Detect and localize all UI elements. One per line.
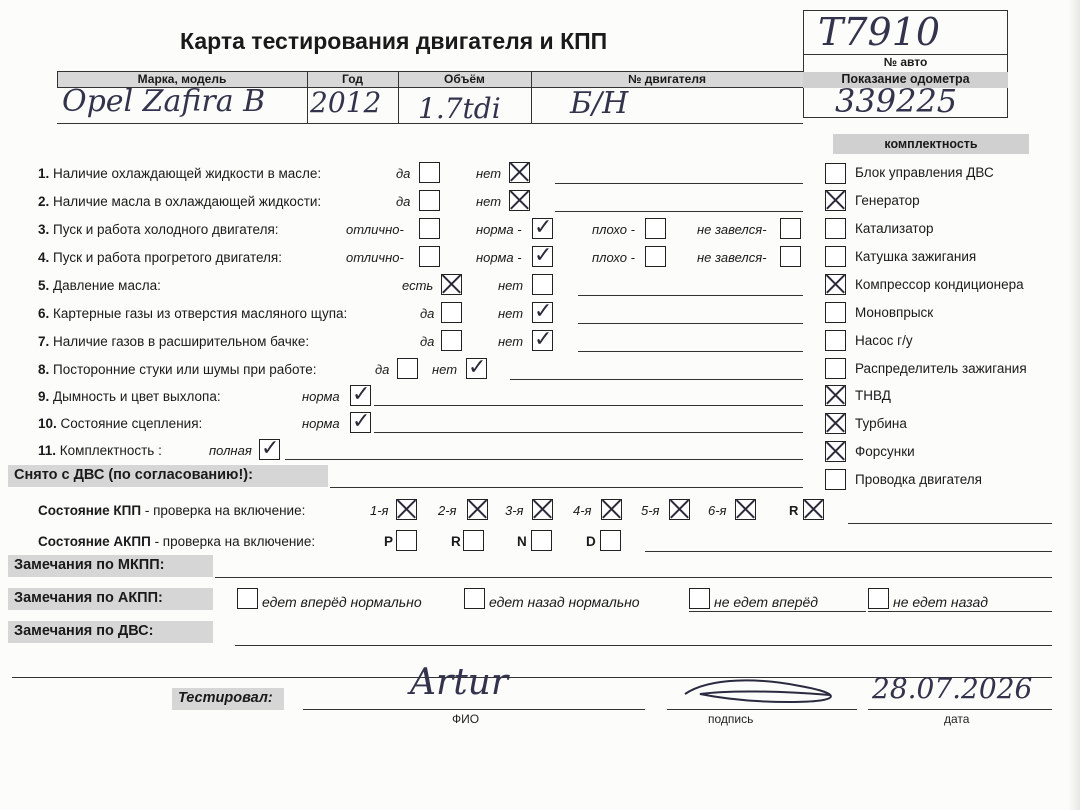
completeness-checkbox-tnvd[interactable] <box>825 385 846 406</box>
q8-yes-checkbox[interactable] <box>397 358 418 379</box>
q4-nostart-label: не завелся- <box>697 250 767 265</box>
remarks-dvs-bar: Замечания по ДВС: <box>8 621 213 643</box>
q6-yes-checkbox[interactable] <box>441 302 462 323</box>
q5-no-label: нет <box>498 278 524 293</box>
q2-yes-label: да <box>396 194 411 209</box>
akpp-no-forward-label: не едет вперёд <box>714 594 819 610</box>
q1-no-checkbox[interactable] <box>509 162 530 183</box>
signature-label: подпись <box>708 712 754 726</box>
q2-no-label: нет <box>476 194 502 209</box>
q4-excellent-checkbox[interactable] <box>419 246 440 267</box>
gear-4-label: 4-я <box>573 503 592 518</box>
signature-scribble <box>680 672 850 712</box>
q7-no-label: нет <box>498 334 524 349</box>
question-9: 9. Дымность и цвет выхлопа: <box>38 389 221 404</box>
completeness-label-generator: Генератор <box>855 193 920 208</box>
q3-nostart-checkbox[interactable] <box>780 218 801 239</box>
date-label: дата <box>944 712 970 726</box>
gear-5-checkbox[interactable] <box>669 499 690 520</box>
completeness-checkbox-generator[interactable] <box>825 190 846 211</box>
date-written: 28.07.2026 <box>872 672 1033 705</box>
q3-normal-label: норма - <box>476 222 522 237</box>
auto-gear-d-label: D <box>586 534 596 549</box>
completeness-label-pump: Насос г/у <box>855 333 913 348</box>
completeness-checkbox-coil[interactable] <box>825 246 846 267</box>
completeness-checkbox-turbo[interactable] <box>825 413 846 434</box>
car-number-value: T7910 <box>818 10 941 54</box>
q3-bad-checkbox[interactable] <box>645 218 666 239</box>
question-2: 2. Наличие масла в охлаждающей жидкости: <box>38 194 322 209</box>
q5-no-checkbox[interactable] <box>532 274 553 295</box>
col-engine-number: № двигателя <box>628 72 706 86</box>
auto-gear-p-checkbox[interactable] <box>396 530 417 551</box>
engine-number-value: Б/Н <box>570 86 629 121</box>
removed-bar: Снято с ДВС (по согласованию!): <box>8 465 328 487</box>
completeness-label-distributor: Распределитель зажигания <box>855 361 1027 376</box>
q7-yes-checkbox[interactable] <box>441 330 462 351</box>
gear-3-label: 3-я <box>505 503 524 518</box>
q1-yes-label: да <box>396 166 411 181</box>
q4-excellent-label: отлично- <box>346 250 404 265</box>
col-volume: Объём <box>444 72 485 86</box>
akpp-no-forward-checkbox[interactable] <box>689 588 710 609</box>
fio-label: ФИО <box>452 712 480 726</box>
auto-gear-r-label: R <box>451 534 461 549</box>
q10-normal-label: норма <box>302 416 340 431</box>
col-model: Марка, модель <box>137 72 227 86</box>
page-title: Карта тестирования двигателя и КПП <box>180 28 608 54</box>
col-year: Год <box>342 72 363 86</box>
question-4: 4. Пуск и работа прогретого двигателя: <box>38 250 282 265</box>
auto-gear-r-checkbox[interactable] <box>463 530 484 551</box>
q3-excellent-checkbox[interactable] <box>419 218 440 239</box>
q2-no-checkbox[interactable] <box>509 190 530 211</box>
gear-r-label: R <box>789 503 799 518</box>
q2-yes-checkbox[interactable] <box>419 190 440 211</box>
completeness-label-mono: Моновпрыск <box>855 305 934 320</box>
q10-normal-checkbox[interactable] <box>350 412 371 433</box>
completeness-label-injectors: Форсунки <box>855 444 915 459</box>
completeness-checkbox-distributor[interactable] <box>825 358 846 379</box>
tested-bar <box>172 688 284 710</box>
odometer-value: 339225 <box>835 82 958 120</box>
completeness-label-tnvd: ТНВД <box>855 388 891 403</box>
kpp-manual-label: Состояние КПП - проверка на включение: <box>38 503 306 518</box>
gear-1-label: 1-я <box>370 503 389 518</box>
q4-bad-checkbox[interactable] <box>645 246 666 267</box>
remarks-mkpp-bar: Замечания по МКПП: <box>8 555 213 577</box>
completeness-checkbox-pump[interactable] <box>825 330 846 351</box>
year-value: 2012 <box>310 86 382 119</box>
gear-3-checkbox[interactable] <box>532 499 553 520</box>
completeness-checkbox-ecu[interactable] <box>825 163 846 184</box>
q1-yes-checkbox[interactable] <box>419 162 440 183</box>
completeness-label-turbo: Турбина <box>855 416 907 431</box>
completeness-label-compressor: Компрессор кондиционера <box>855 277 1024 292</box>
gear-6-checkbox[interactable] <box>735 499 756 520</box>
q1-no-label: нет <box>476 166 502 181</box>
q8-no-checkbox[interactable] <box>466 358 487 379</box>
completeness-checkbox-compressor[interactable] <box>825 274 846 295</box>
completeness-checkbox-wiring[interactable] <box>825 469 846 490</box>
q3-normal-checkbox[interactable] <box>532 218 553 239</box>
q4-nostart-checkbox[interactable] <box>780 246 801 267</box>
q4-normal-label: норма - <box>476 250 522 265</box>
q3-excellent-label: отлично- <box>346 222 404 237</box>
kpp-auto-label: Состояние АКПП - проверка на включение: <box>38 534 316 549</box>
completeness-label-wiring: Проводка двигателя <box>855 472 982 487</box>
tester-name-written: Artur <box>410 662 509 703</box>
completeness-title: комплектность <box>833 134 1029 154</box>
gear-4-checkbox[interactable] <box>601 499 622 520</box>
q3-bad-label: плохо - <box>592 222 635 237</box>
completeness-checkbox-injectors[interactable] <box>825 441 846 462</box>
q5-present-label: есть <box>402 278 434 293</box>
odometer-label: Показание одометра <box>803 72 1008 88</box>
completeness-label-ecu: Блок управления ДВС <box>855 165 994 180</box>
completeness-checkbox-catalyst[interactable] <box>825 218 846 239</box>
gear-r-checkbox[interactable] <box>803 499 824 520</box>
volume-value: 1.7tdi <box>418 92 501 125</box>
model-value: Opel Zafira B <box>62 84 266 119</box>
q11-full-label: полная <box>209 443 252 458</box>
auto-gear-d-checkbox[interactable] <box>600 530 621 551</box>
gear-1-checkbox[interactable] <box>396 499 417 520</box>
akpp-forward-ok-checkbox[interactable] <box>237 588 258 609</box>
q8-yes-label: да <box>375 362 390 377</box>
q5-present-checkbox[interactable] <box>441 274 462 295</box>
page-edge <box>1068 0 1080 810</box>
q9-normal-label: норма <box>302 389 340 404</box>
q9-normal-checkbox[interactable] <box>350 385 371 406</box>
question-8: 8. Посторонние стуки или шумы при работе: <box>38 362 317 377</box>
gear-5-label: 5-я <box>641 503 660 518</box>
question-5: 5. Давление масла: <box>38 278 161 293</box>
q6-yes-label: да <box>420 306 435 321</box>
akpp-backward-ok-checkbox[interactable] <box>464 588 485 609</box>
question-11: 11. Комплектность : <box>38 443 162 458</box>
akpp-forward-ok-label: едет вперёд нормально <box>262 594 422 610</box>
q11-full-checkbox[interactable] <box>259 439 280 460</box>
completeness-label-coil: Катушка зажигания <box>855 249 977 264</box>
q4-bad-label: плохо - <box>592 250 635 265</box>
auto-gear-n-checkbox[interactable] <box>531 530 552 551</box>
q7-yes-label: да <box>420 334 435 349</box>
q6-no-checkbox[interactable] <box>532 302 553 323</box>
q8-no-label: нет <box>432 362 458 377</box>
tested-label: Тестировал: <box>178 690 273 706</box>
q7-no-checkbox[interactable] <box>532 330 553 351</box>
gear-2-checkbox[interactable] <box>467 499 488 520</box>
akpp-no-backward-label: не едет назад <box>893 594 988 610</box>
gear-2-label: 2-я <box>438 503 457 518</box>
car-number-label: № авто <box>883 55 928 69</box>
question-6: 6. Картерные газы из отверстия масляного щупа: <box>38 306 348 321</box>
question-1: 1. Наличие охлаждающей жидкости в масле: <box>38 166 322 181</box>
gear-6-label: 6-я <box>708 503 727 518</box>
auto-gear-p-label: P <box>384 534 394 549</box>
akpp-backward-ok-label: едет назад нормально <box>489 594 640 610</box>
completeness-label-catalyst: Катализатор <box>855 221 934 236</box>
question-3: 3. Пуск и работа холодного двигателя: <box>38 222 279 237</box>
remarks-akpp-bar: Замечания по АКПП: <box>8 588 213 610</box>
question-7: 7. Наличие газов в расширительном бачке: <box>38 334 310 349</box>
q4-normal-checkbox[interactable] <box>532 246 553 267</box>
q3-nostart-label: не завелся- <box>697 222 767 237</box>
completeness-checkbox-mono[interactable] <box>825 302 846 323</box>
akpp-no-backward-checkbox[interactable] <box>868 588 889 609</box>
q6-no-label: нет <box>498 306 524 321</box>
auto-gear-n-label: N <box>517 534 527 549</box>
question-10: 10. Состояние сцепления: <box>38 416 203 431</box>
